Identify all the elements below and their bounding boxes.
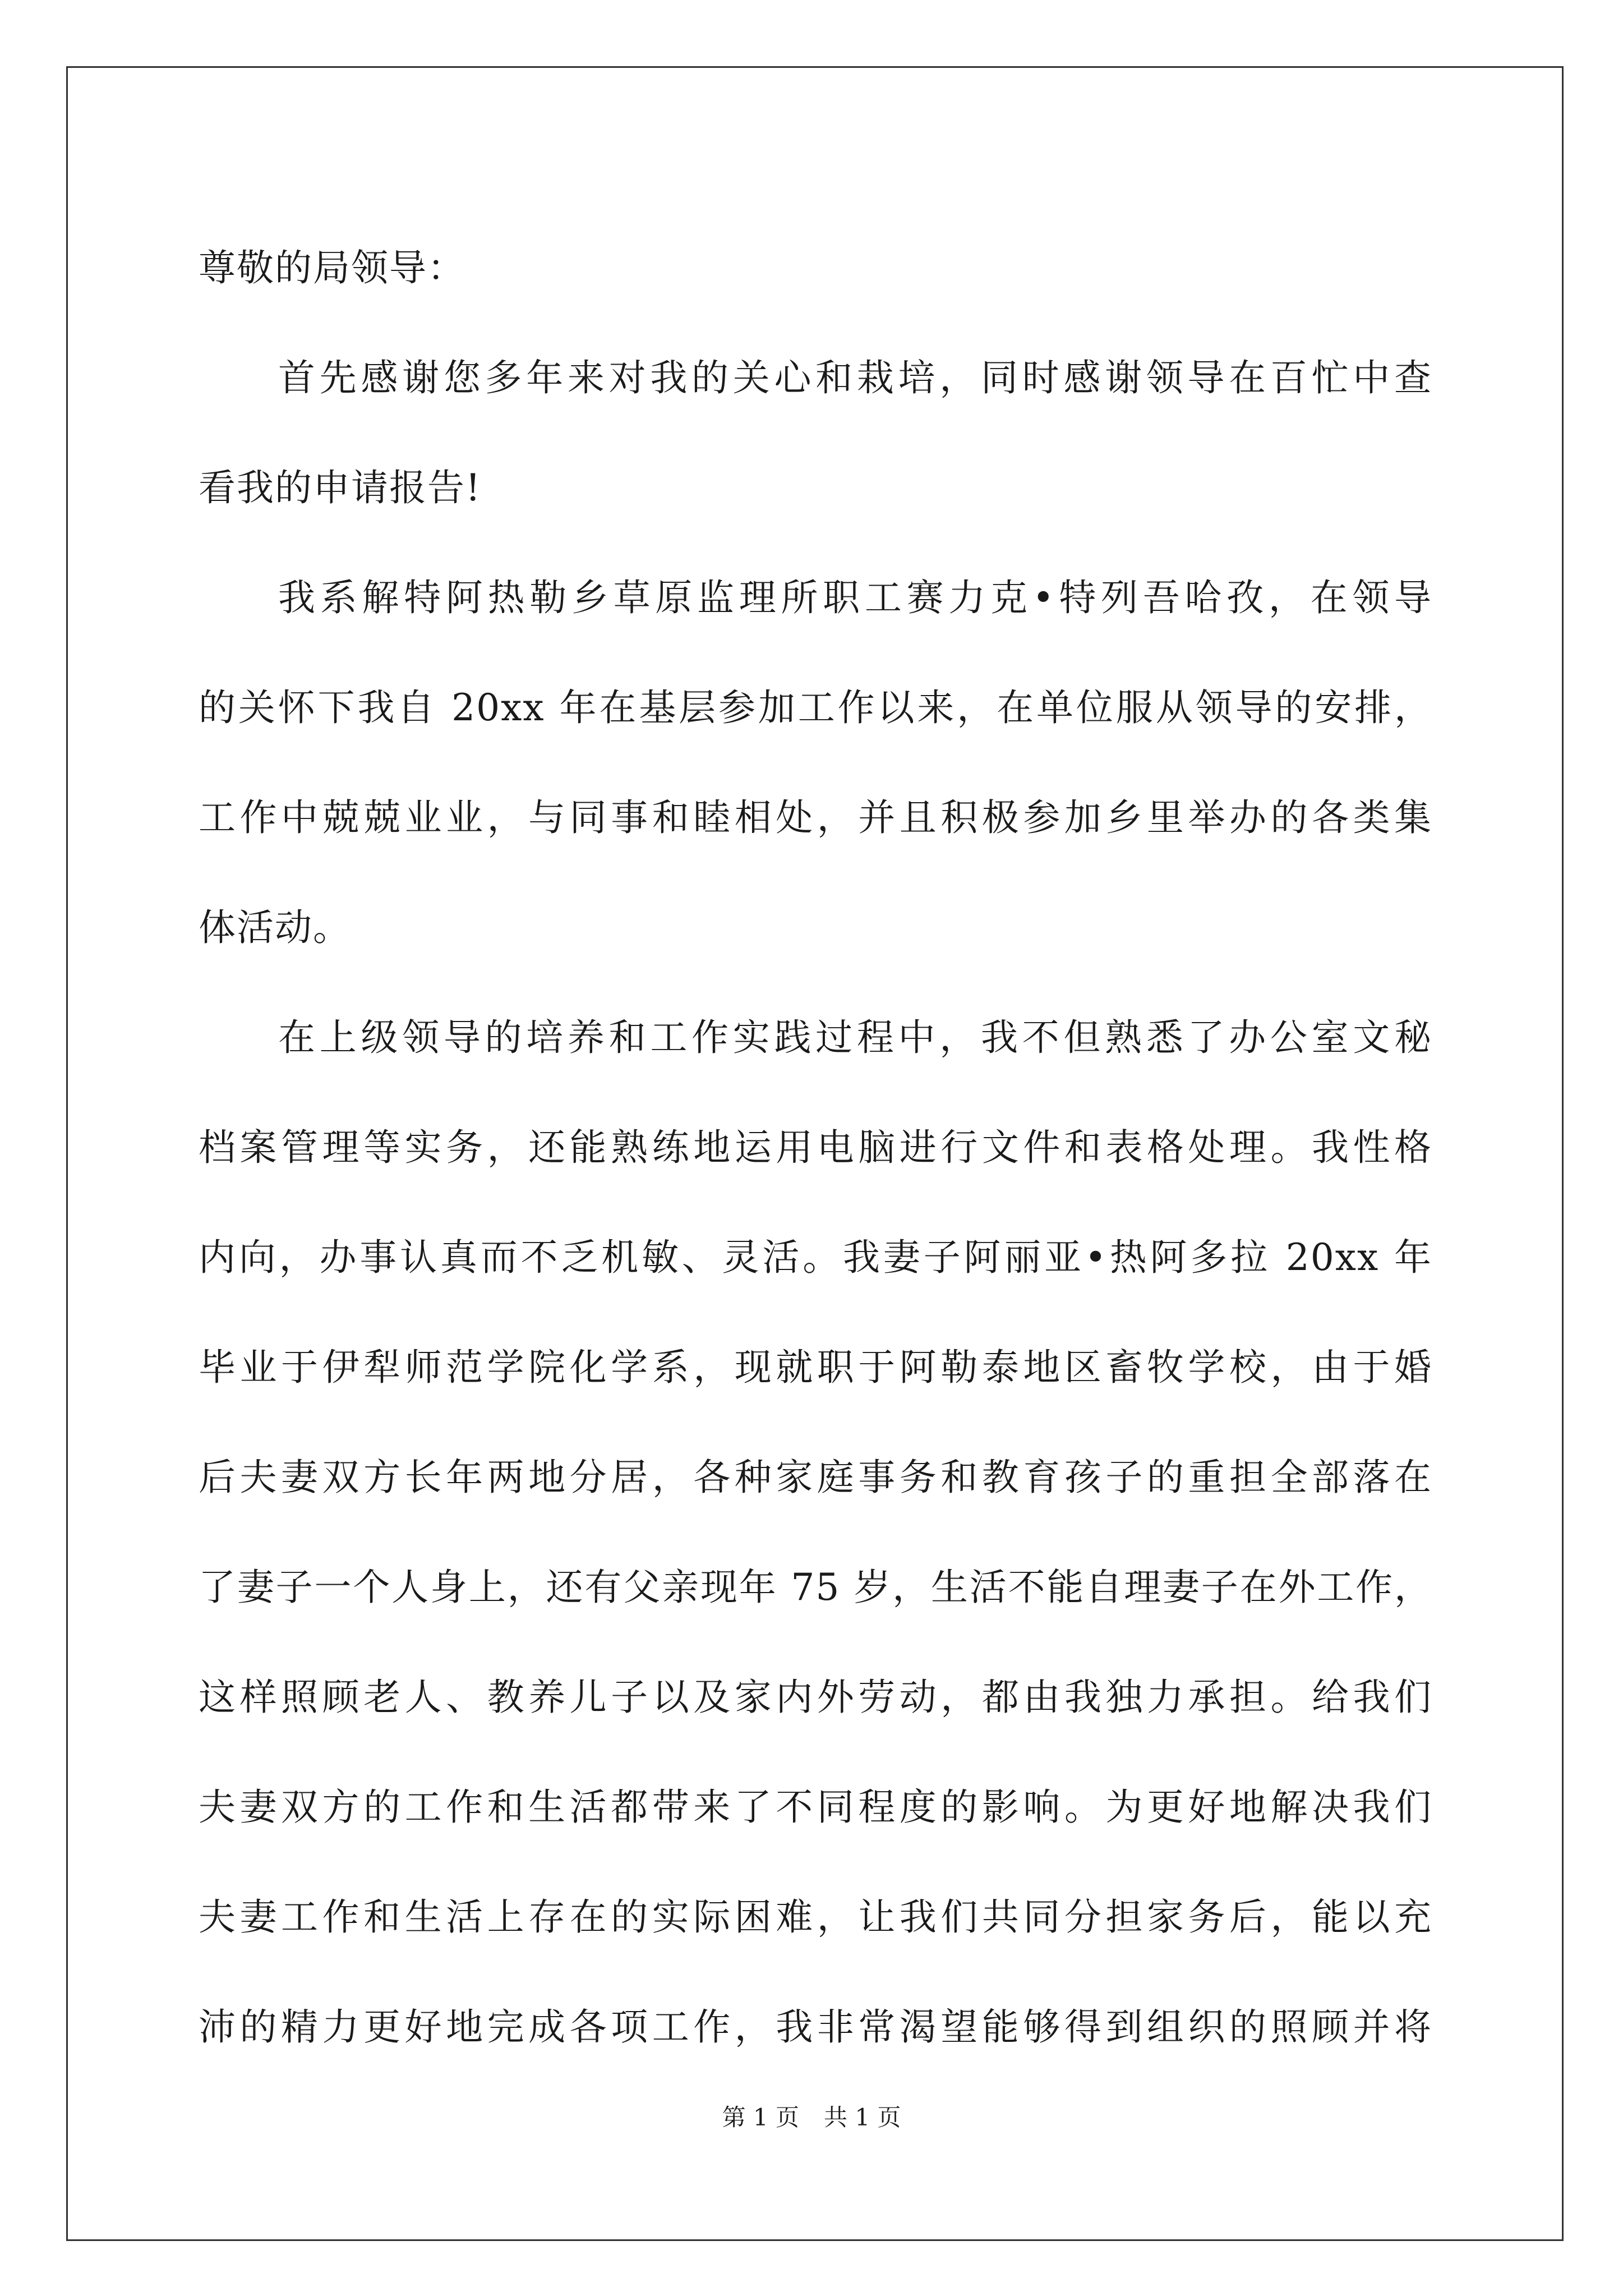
page-footer — [0, 2102, 1623, 2133]
page-number-current: 第 1 页 — [722, 2104, 799, 2131]
paragraph-3-line-4: 毕业于伊犁师范学院化学系，现就职于阿勒泰地区畜牧学校，由于婚 — [199, 1346, 1432, 1389]
paragraph-2-line-1: 我系解特阿热勒乡草原监理所职工赛力克•特列吾哈孜，在领导 — [278, 576, 1432, 619]
paragraph-3-line-1: 在上级领导的培养和工作实践过程中，我不但熟悉了办公室文秘 — [278, 1016, 1432, 1059]
letter-body — [199, 213, 1432, 2082]
paragraph-2-line-4: 体活动。 — [199, 906, 351, 949]
paragraph-3-line-2: 档案管理等实务，还能熟练地运用电脑进行文件和表格处理。我性格 — [199, 1126, 1432, 1169]
paragraph-3-line-7: 这样照顾老人、教养儿子以及家内外劳动，都由我独力承担。给我们 — [199, 1676, 1432, 1719]
paragraph-3-line-6: 了妻子一个人身上，还有父亲现年 75 岁，生活不能自理妻子在外工作， — [199, 1566, 1432, 1609]
page-number-total: 共 1 页 — [824, 2104, 901, 2131]
paragraph-3-line-5: 后夫妻双方长年两地分居，各种家庭事务和教育孩子的重担全部落在 — [199, 1456, 1432, 1499]
paragraph-1-line-2: 看我的申请报告! — [199, 466, 482, 509]
paragraph-1-line-1: 首先感谢您多年来对我的关心和栽培，同时感谢领导在百忙中查 — [278, 356, 1432, 399]
paragraph-2-line-2: 的关怀下我自 20xx 年在基层参加工作以来，在单位服从领导的安排， — [199, 686, 1432, 729]
paragraph-3-line-9: 夫妻工作和生活上存在的实际困难，让我们共同分担家务后，能以充 — [199, 1895, 1432, 1939]
paragraph-3-line-8: 夫妻双方的工作和生活都带来了不同程度的影响。为更好地解决我们 — [199, 1786, 1432, 1829]
paragraph-2-line-3: 工作中兢兢业业，与同事和睦相处，并且积极参加乡里举办的各类集 — [199, 796, 1432, 839]
paragraph-3-line-3: 内向，办事认真而不乏机敏、灵活。我妻子阿丽亚•热阿多拉 20xx 年 — [199, 1236, 1432, 1279]
salutation: 尊敬的局领导： — [199, 246, 465, 289]
paragraph-3-line-10: 沛的精力更好地完成各项工作，我非常渴望能够得到组织的照顾并将 — [199, 2005, 1432, 2049]
